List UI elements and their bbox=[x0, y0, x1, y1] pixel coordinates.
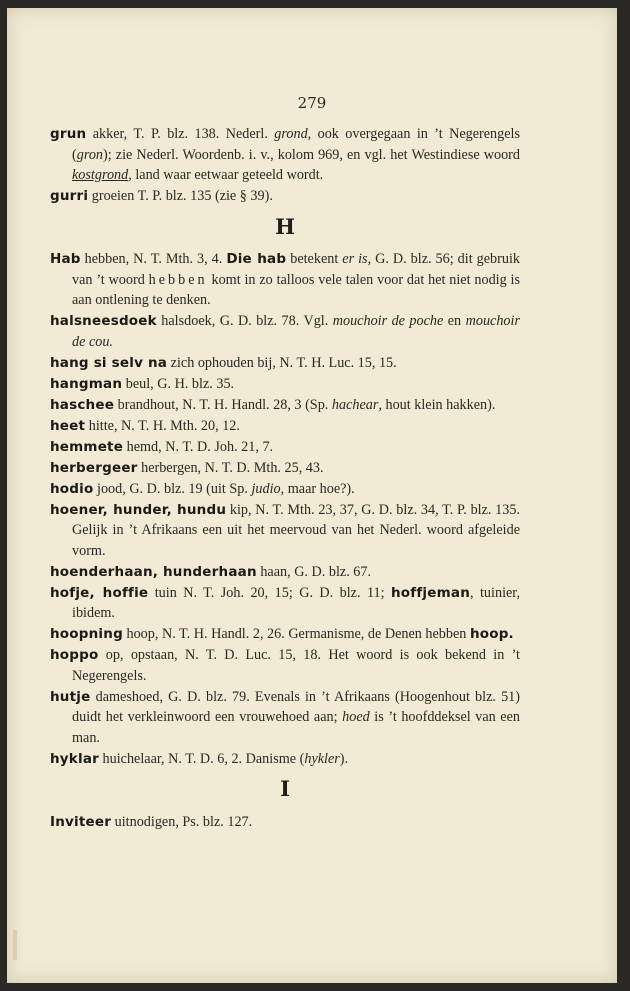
binding-edge bbox=[13, 930, 17, 960]
headword: gurri bbox=[50, 188, 89, 204]
section-heading-h: H bbox=[275, 213, 295, 239]
entry-hofje: hofje, hoffie tuin N. T. Joh. 20, 15; G. D. blz. 11; hoffjeman, tuinier, ibidem. bbox=[50, 584, 521, 621]
entry-hoopning: hoopning hoop, N. T. H. Handl. 2, 26. Germanisme, de Denen hebben hoop. bbox=[50, 626, 514, 642]
headword: hofje, hoffie bbox=[50, 584, 149, 601]
entry-hoenderhaan: hoenderhaan, hunderhaan haan, G. D. blz. 67. bbox=[50, 563, 372, 580]
entry-hutje: hutje dameshoed, G. D. blz. 79. Evenals in ’t Afrikaans (Hoogenhout blz. 51) duidt het verkleinwoord een vrouwehoed aan; hoed is ’t hoofddeksel van een man. bbox=[50, 688, 521, 746]
headword: herbergeer bbox=[50, 459, 138, 476]
entry-hoener: hoener, hunder, hundu kip, N. T. Mth. 23, 37, G. D. blz. 34, T. P. blz. 135. Gelijk in ’t Afrikaans een uit het meervoud van het Nederl. woord afgeleide vorm. bbox=[50, 501, 520, 559]
headword: Hab bbox=[50, 251, 81, 267]
headword: hoener, hunder, hundu bbox=[50, 501, 227, 518]
entry-hemmete: hemmete hemd, N. T. D. Joh. 21, 7. bbox=[50, 438, 274, 455]
book-page bbox=[7, 8, 617, 983]
headword: hoopning bbox=[50, 626, 123, 642]
headword: hodio bbox=[50, 480, 94, 497]
entry-haschee: haschee brandhout, N. T. H. Handl. 28, 3 (Sp. hachear, hout klein hakken). bbox=[50, 396, 496, 413]
headword: grun bbox=[50, 126, 87, 142]
headword: haschee bbox=[50, 396, 115, 413]
headword: hangman bbox=[50, 375, 123, 392]
headword: heet bbox=[50, 417, 86, 434]
entry-hyklar: hyklar huichelaar, N. T. D. 6, 2. Danisme (hykler). bbox=[50, 750, 349, 767]
dictionary-column bbox=[50, 124, 520, 833]
entry-hoppo: hoppo op, opstaan, N. T. D. Luc. 15, 18. Het woord is ook bekend in ’t Negerengels. bbox=[50, 647, 520, 684]
headword: hoppo bbox=[50, 647, 99, 663]
entry-grun: grun akker, T. P. blz. 138. Nederl. grond, ook overgegaan in ’t Negerengels (gron); zie Nederl. Woordenb. i. v., kolom 969, en vgl. het Westindiese woord kostgrond, land waar eetwaar geteeld wordt. bbox=[50, 126, 520, 183]
entry-hodio: hodio jood, G. D. blz. 19 (uit Sp. judio, maar hoe?). bbox=[50, 480, 355, 497]
headword: Inviteer bbox=[50, 813, 112, 830]
entry-heet: heet hitte, N. T. H. Mth. 20, 12. bbox=[50, 417, 240, 434]
entry-inviteer: Inviteer uitnodigen, Ps. blz. 127. bbox=[50, 813, 253, 830]
entry-gurri: gurri groeien T. P. blz. 135 (zie § 39). bbox=[50, 188, 273, 204]
headword: hemmete bbox=[50, 438, 124, 455]
headword: halsneesdoek bbox=[50, 313, 157, 329]
headword: hutje bbox=[50, 688, 91, 705]
headword: hang si selv na bbox=[50, 354, 168, 371]
section-heading-i: I bbox=[280, 776, 290, 801]
entry-hab: Hab hebben, N. T. Mth. 3, 4. Die hab betekent er is, G. D. blz. 56; dit gebruik van ’t woord hebben komt in zo talloos vele talen voor dat het niet nodig is aan ontlening te denken. bbox=[50, 251, 520, 308]
headword: hoenderhaan, hunderhaan bbox=[50, 563, 257, 580]
entry-herbergeer: herbergeer herbergen, N. T. D. Mth. 25, 43. bbox=[50, 459, 324, 476]
entry-hangman: hangman beul, G. H. blz. 35. bbox=[50, 375, 235, 392]
page-number: 279 bbox=[297, 94, 327, 112]
entry-hang-si-selv-na: hang si selv na zich ophouden bij, N. T. H. Luc. 15, 15. bbox=[50, 354, 397, 371]
entry-halsneesdoek: halsneesdoek halsdoek, G. D. blz. 78. Vgl. mouchoir de poche en mouchoir de cou. bbox=[50, 313, 520, 350]
headword: hyklar bbox=[50, 750, 99, 767]
